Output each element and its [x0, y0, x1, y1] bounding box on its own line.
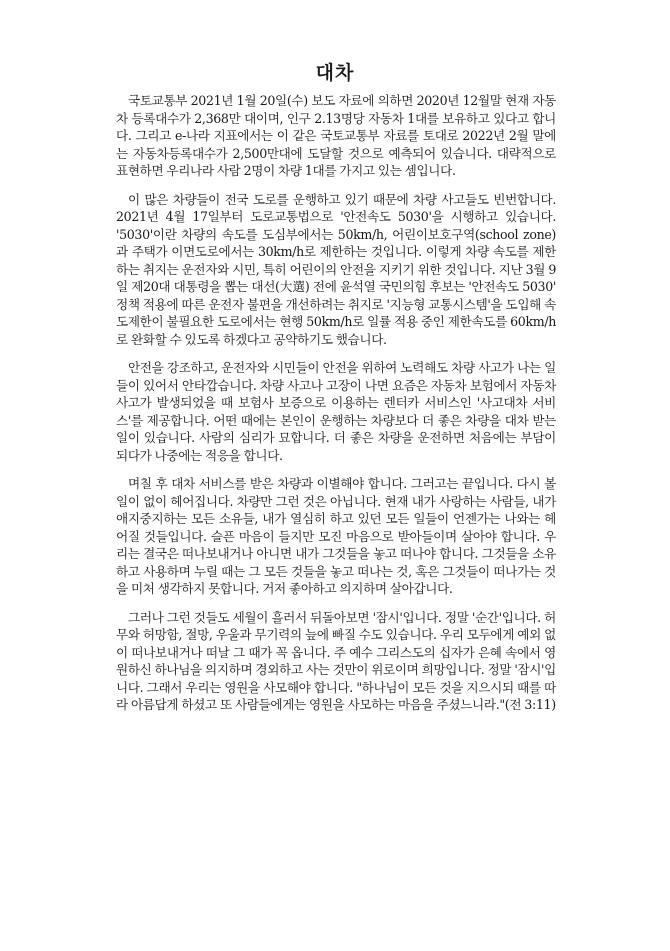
- paragraph-1: 국토교통부 2021년 1월 20일(수) 보도 자료에 의하면 2020년 12월말 현재 자동차 등록대수가 2,368만 대이며, 인구 2.13명당 자동차 1대를 보유하고 있다고 합니다. 그리고 e-나라 지표에서는 이 같은 국토교통부 자료를 토대로 2022년 2월 말에는 자동차등록대수가 2,500만대에 도달할 것으로 예측되어 있습니다. 대략적으로 표현하면 우리나라 사람 2명이 차량 1대를 가지고 있는 셈입니다.: [116, 93, 556, 178]
- paragraph-5: 그러나 그런 것들도 세월이 흘러서 뒤돌아보면 '잠시'입니다. 정말 '순간'입니다. 허무와 허망함, 절망, 우울과 무기력의 늪에 빠질 수도 있습니다. 우리 모두에게 예외 없이 떠나보내거나 떠날 그 때가 꼭 옵니다. 주 예수 그리스도의 십자가 은혜 속에서 영원하신 하나님을 의지하며 경외하고 사는 것만이 위로이며 희망입니다. 정말 '잠시'입니다. 그래서 우리는 영원을 사모해야 합니다. "하나님이 모든 것을 지으시되 때를 따라 아름답게 하셨고 또 사람들에게는 영원을 사모하는 마음을 주셨느니라."(전 3:11): [116, 609, 556, 712]
- paragraph-3: 안전을 강조하고, 운전자와 시민들이 안전을 위하여 노력해도 차량 사고가 나는 일들이 있어서 안타깝습니다. 차량 사고나 고장이 나면 요즘은 자동차 보험에서 자동차 사고가 발생되었을 때 보험사 보증으로 이용하는 렌터카 서비스인 '사고대차 서비스'를 제공합니다. 어떤 때에는 본인이 운행하는 차량보다 더 좋은 차량을 대차 받는 일이 있습니다. 사람의 심리가 묘합니다. 더 좋은 차량을 운전하면 처음에는 부담이 되다가 나중에는 적응을 합니다.: [116, 360, 556, 463]
- paragraph-4: 며칠 후 대차 서비스를 받은 차량과 이별해야 합니다. 그러고는 끝입니다. 다시 볼 일이 없이 헤어집니다. 차량만 그런 것은 아닙니다. 현재 내가 사랑하는 사람들, 내가 애지중지하는 모든 소유들, 내가 열심히 하고 있던 모든 일들이 언젠가는 나와는 헤어질 것들입니다. 슬픈 마음이 들지만 모진 마음으로 받아들이며 살아야 합니다. 우리는 결국은 떠나보내거나 아니면 내가 그것들을 놓고 떠나야 합니다. 그것들을 소유하고 사용하며 누릴 때는 그 모든 것들을 놓고 떠나는 것, 혹은 그것들이 떠나가는 것을 미처 생각하지 못합니다. 거저 좋아하고 의지하며 살아갑니다.: [116, 476, 556, 596]
- document-body: [116, 92, 556, 725]
- paragraph-2: 이 많은 차량들이 전국 도로를 운행하고 있기 때문에 차량 사고들도 빈번합니다. 2021년 4월 17일부터 도로교통법으로 '안전속도 5030'을 시행하고 있습니다. '5030'이란 차량의 속도를 도심부에서는 50km/h, 어린이보호구역(school zone)과 주택가 이면도로에서는 30km/h로 제한하는 것입니다. 이렇게 차량 속도를 제한하는 취지는 운전자와 시민, 특히 어린이의 안전을 지키기 위한 것입니다. 지난 3월 9일 제20대 대통령을 뽑는 대선(大選) 전에 윤석열 국민의힘 후보는 '안전속도 5030' 정책 적용에 따른 운전자 불편을 개선하려는 취지로 '지능형 교통시스템'을 도입해 속도제한이 불필요한 도로에서는 현행 50km/h로 일률 적용 중인 제한속도를 60km/h로 완화할 수 있도록 하겠다고 공약하기도 했습니다.: [116, 191, 556, 347]
- document-title: 대차: [315, 62, 355, 84]
